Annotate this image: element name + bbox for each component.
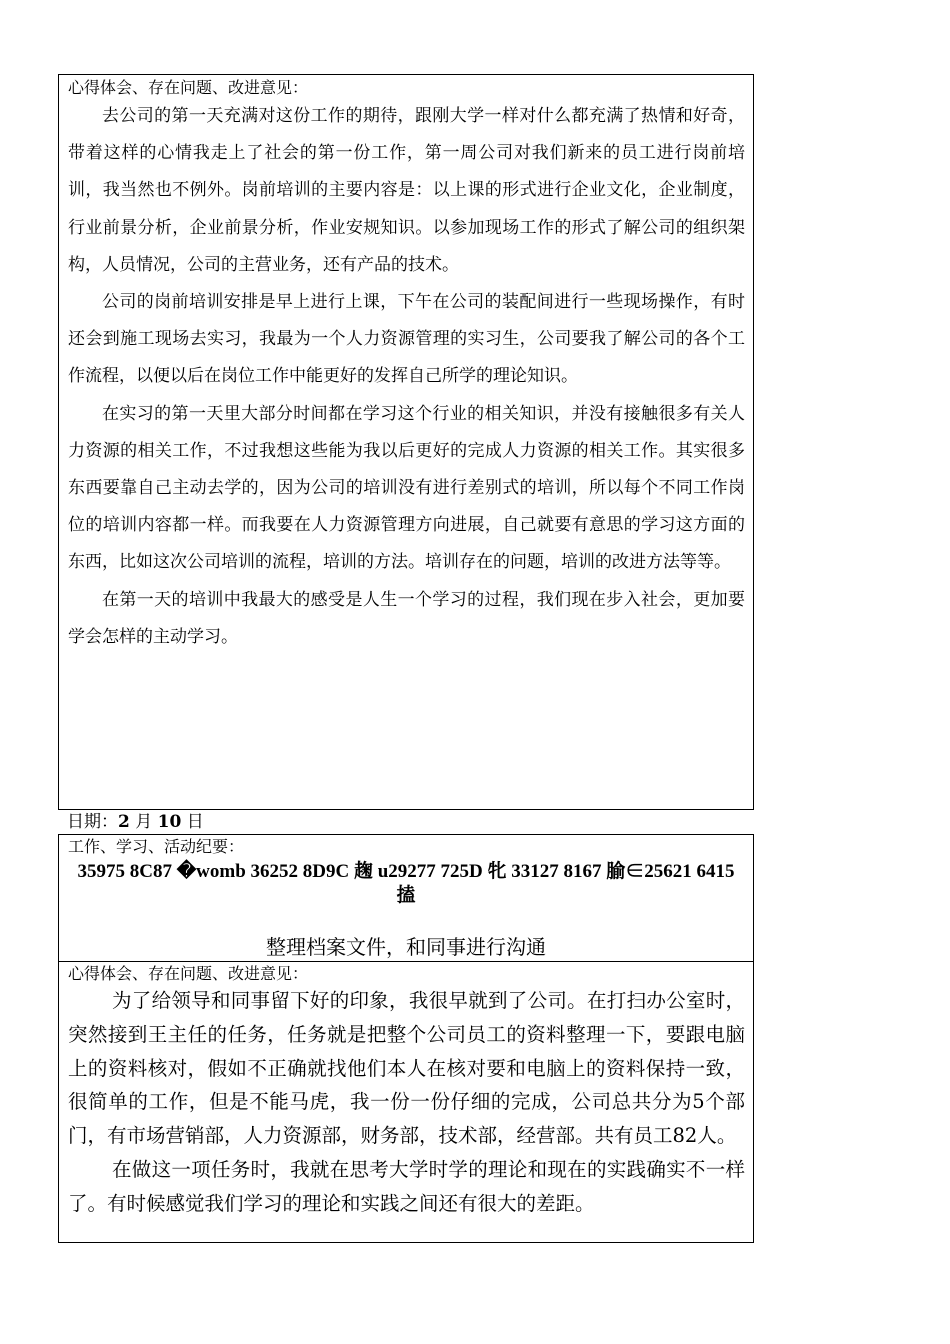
reflection-box-2 [58, 961, 754, 1243]
reflection-box-1 [58, 74, 754, 810]
reflection-body [59, 98, 753, 656]
paragraph: 在实习的第一天里大部分时间都在学习这个行业的相关知识，并没有接触很多有关人力资源的相关工作，不过我想这些能为我以后更好的完成人力资源的相关工作。其实很多东西要靠自己主动去学的，因为公司的培训没有进行差别式的培训，所以每个不同工作岗位的培训内容都一样。而我要在人力资源管理方向进展，自己就要有意思的学习这方面的东西，比如这次公司培训的流程，培训的方法。培训存在的问题，培训的改进方法等等。 [68, 403, 745, 573]
paragraph: 去公司的第一天充满对这份工作的期待，跟刚大学一样对什么都充满了热情和好奇，带着这样的心情我走上了社会的第一份工作，第一周公司对我们新来的员工进行岗前培训，我当然也不例外。岗前培训的主要内容是：以上课的形式进行企业文化，企业制度，行业前景分析，企业前景分析，作业安规知识。以参加现场工作的形式了解公司的组织架构，人员情况，公司的主营业务，还有产品的技术。 [68, 106, 745, 275]
activity-summary: 整理档案文件，和同事进行沟通 [266, 935, 546, 959]
date-month-unit: 月 [135, 812, 153, 832]
date-label: 日期： [67, 812, 118, 832]
date-line [67, 812, 204, 832]
date-day: 10 [157, 812, 182, 832]
encoded-text: 35975 8C87 �womb 36252 8D9C 趜 u29277 725D 牝 33127 8167 腧∈25621 6415 搕 [77, 861, 735, 906]
reflection-heading: 心得体会、存在问题、改进意见： [68, 964, 309, 983]
paragraph: 为了给领导和同事留下好的印象，我很早就到了公司。在打扫办公室时，突然接到王主任的任务，任务就是把整个公司员工的资料整理一下，要跟电脑上的资料核对，假如不正确就找他们本人在核对要和电脑上的资料保持一致，很简单的工作，但是不能马虎，我一份一份仔细的完成，公司总共分为5个部门，有市场营销部，人力资源部，财务部，技术部，经营部。共有员工82人。 [68, 989, 745, 1148]
reflection-body [59, 984, 753, 1221]
paragraph: 公司的岗前培训安排是早上进行上课，下午在公司的装配间进行一些现场操作，有时还会到施工现场去实习，我最为一个人力资源管理的实习生，公司要我了解公司的各个工作流程，以便以后在岗位工作中能更好的发挥自己所学的理论知识。 [68, 292, 745, 387]
reflection-heading: 心得体会、存在问题、改进意见： [68, 78, 309, 97]
date-day-unit: 日 [186, 812, 204, 832]
activity-heading: 工作、学习、活动纪要： [68, 837, 245, 856]
activity-box [58, 834, 754, 962]
paragraph: 在做这一项任务时，我就在思考大学时学的理论和现在的实践确实不一样了。有时候感觉我们学习的理论和实践之间还有很大的差距。 [68, 1157, 745, 1215]
paragraph: 在第一天的培训中我最大的感受是人生一个学习的过程，我们现在步入社会，更加要学会怎样的主动学习。 [68, 589, 745, 647]
date-month: 2 [118, 812, 130, 832]
